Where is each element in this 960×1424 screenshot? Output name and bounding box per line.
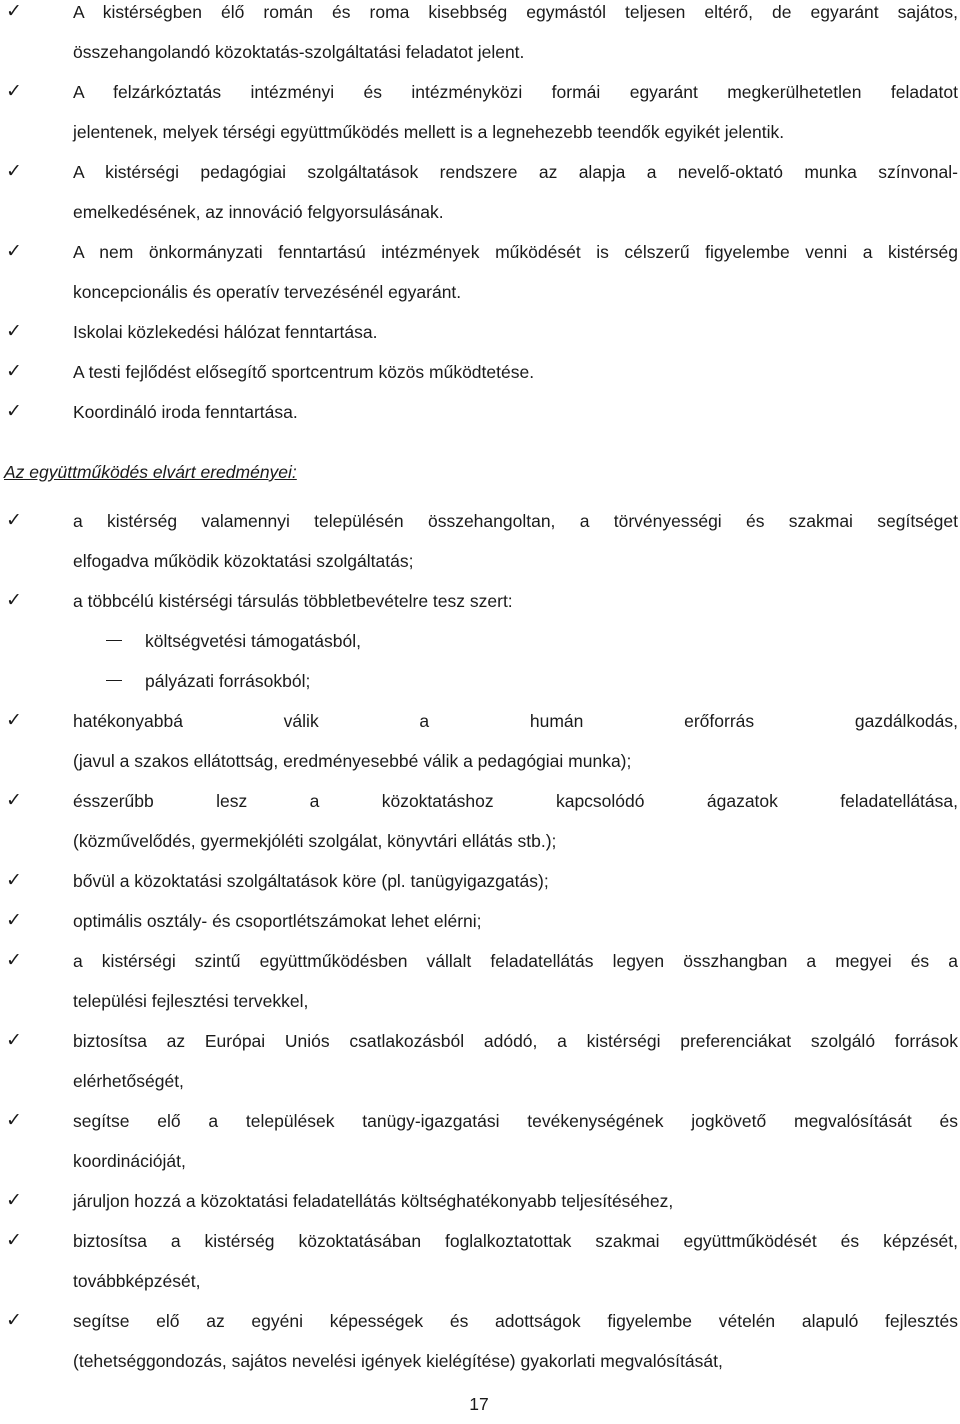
list-item — [0, 152, 958, 232]
list-item-text — [73, 392, 958, 432]
checkmark-icon: ✓ — [6, 710, 22, 731]
text-line: továbbképzését, — [73, 1271, 201, 1291]
text-line: (tehetséggondozás, sajátos nevelési igények kielégítése) gyakorlati megvalósítását, — [73, 1351, 723, 1371]
list-item — [0, 941, 958, 1021]
checkmark-icon: ✓ — [6, 910, 22, 931]
checkmark-icon: ✓ — [6, 321, 22, 342]
text-line: bővül a közoktatási szolgáltatások köre (pl. tanügyigazgatás); — [73, 871, 549, 891]
text-line: A kistérségi pedagógiai szolgáltatások rendszere az alapja a nevelő-oktató munka színvonal- — [73, 162, 958, 182]
list-item-text — [73, 941, 958, 1021]
text-line: járuljon hozzá a közoktatási feladatellátás költséghatékonyabb teljesítéséhez, — [73, 1191, 674, 1211]
checkmark-icon: ✓ — [6, 590, 22, 611]
text-line: elfogadva működik közoktatási szolgáltatás; — [73, 551, 414, 571]
text-line: jelentenek, melyek térségi együttműködés mellett is a legnehezebb teendők egyikét jelentik. — [73, 122, 785, 142]
list-item-text — [73, 312, 958, 352]
list-item — [0, 1021, 958, 1101]
dash-marker — [106, 640, 122, 641]
list-item — [0, 352, 958, 392]
checkmark-icon: ✓ — [6, 401, 22, 422]
list-item-text — [73, 1021, 958, 1101]
text-line: koncepcionális és operatív tervezésénél egyaránt. — [73, 282, 462, 302]
list-item-text — [73, 901, 958, 941]
page-number: 17 — [469, 1394, 489, 1414]
checkmark-icon: ✓ — [6, 1310, 22, 1331]
list-item-text — [73, 72, 958, 152]
list-item — [0, 312, 958, 352]
list-item — [0, 392, 958, 432]
text-line: segítse elő a települések tanügy-igazgatási tevékenységének jogkövető megvalósítását és — [73, 1111, 958, 1131]
text-line: A felzárkóztatás intézményi és intézményközi formái egyaránt megkerülhetetlen feladatot — [73, 82, 958, 102]
list-item — [0, 1301, 958, 1381]
checkmark-icon: ✓ — [6, 1190, 22, 1211]
list-item — [0, 781, 958, 861]
text-line: a többcélú kistérségi társulás többletbevételre tesz szert: — [73, 591, 513, 611]
list-item-text — [73, 501, 958, 581]
list-item-text — [73, 152, 958, 232]
list-item — [0, 1181, 958, 1221]
list-item-text — [73, 1301, 958, 1381]
checkmark-icon: ✓ — [6, 1110, 22, 1131]
dash-list-item-text: költségvetési támogatásból, — [145, 631, 361, 651]
list-item — [0, 0, 958, 72]
text-line: optimális osztály- és csoportlétszámokat lehet elérni; — [73, 911, 482, 931]
dash-list-item-text: pályázati forrásokból; — [145, 671, 311, 691]
text-line: Koordináló iroda fenntartása. — [73, 402, 298, 422]
text-line: biztosítsa az Európai Uniós csatlakozásból adódó, a kistérségi preferenciákat szolgáló források — [73, 1031, 958, 1051]
list-item — [0, 1221, 958, 1301]
list-item-text — [73, 1101, 958, 1181]
list-item-text — [73, 352, 958, 392]
list-item-text — [73, 701, 958, 781]
list-item-text — [73, 781, 958, 861]
text-line: elérhetőségét, — [73, 1071, 184, 1091]
text-line: biztosítsa a kistérség közoktatásában foglalkoztatottak szakmai együttműködését és képzését, — [73, 1231, 958, 1251]
dash-list-item — [0, 661, 958, 701]
text-line: a kistérségi szintű együttműködésben vállalt feladatellátás legyen összhangban a megyei és a — [73, 951, 958, 971]
text-line: a kistérség valamennyi településén összehangoltan, a törvényességi és szakmai segítséget — [73, 511, 958, 531]
text-line: (javul a szakos ellátottság, eredményesebbé válik a pedagógiai munka); — [73, 751, 632, 771]
list-item-text — [73, 581, 958, 621]
list-item-text — [73, 1221, 958, 1301]
checkmark-icon: ✓ — [6, 1230, 22, 1251]
text-line: A testi fejlődést elősegítő sportcentrum közös működtetése. — [73, 362, 535, 382]
text-line: ésszerűbb lesz a közoktatáshoz kapcsolódó ágazatok feladatellátása, — [73, 791, 958, 811]
checkmark-icon: ✓ — [6, 1, 22, 22]
checkmark-icon: ✓ — [6, 510, 22, 531]
section-heading: Az együttműködés elvárt eredményei: — [4, 462, 297, 482]
checkmark-icon: ✓ — [6, 870, 22, 891]
dash-list-item — [0, 621, 958, 661]
list-item-text — [73, 0, 958, 72]
checkmark-icon: ✓ — [6, 950, 22, 971]
checkmark-icon: ✓ — [6, 81, 22, 102]
list-item-text — [73, 861, 958, 901]
text-line: A kistérségben élő román és roma kisebbség egymástól teljesen eltérő, de egyaránt sajátos, — [73, 2, 958, 22]
text-line: összehangolandó közoktatás-szolgáltatási feladatot jelent. — [73, 42, 525, 62]
list-item — [0, 232, 958, 312]
text-line: emelkedésének, az innováció felgyorsulásának. — [73, 202, 444, 222]
list-item — [0, 1101, 958, 1181]
text-line: Iskolai közlekedési hálózat fenntartása. — [73, 322, 378, 342]
list-item — [0, 501, 958, 581]
list-item-text — [73, 232, 958, 312]
checkmark-icon: ✓ — [6, 361, 22, 382]
list-item — [0, 861, 958, 901]
list-item — [0, 901, 958, 941]
list-item — [0, 581, 958, 621]
checkmark-icon: ✓ — [6, 790, 22, 811]
list-item — [0, 701, 958, 781]
checkmark-icon: ✓ — [6, 241, 22, 262]
text-line: hatékonyabbá válik a humán erőforrás gazdálkodás, — [73, 711, 958, 731]
text-line: segítse elő az egyéni képességek és adottságok figyelembe vételén alapuló fejlesztés — [73, 1311, 958, 1331]
checkmark-icon: ✓ — [6, 1030, 22, 1051]
dash-marker — [106, 680, 122, 681]
checkmark-icon: ✓ — [6, 161, 22, 182]
text-line: koordinációját, — [73, 1151, 186, 1171]
list-item — [0, 72, 958, 152]
text-line: (közművelődés, gyermekjóléti szolgálat, könyvtári ellátás stb.); — [73, 831, 557, 851]
text-line: A nem önkormányzati fenntartású intézmények működését is célszerű figyelembe venni a kistérség — [73, 242, 958, 262]
text-line: települési fejlesztési tervekkel, — [73, 991, 309, 1011]
list-item-text — [73, 1181, 958, 1221]
